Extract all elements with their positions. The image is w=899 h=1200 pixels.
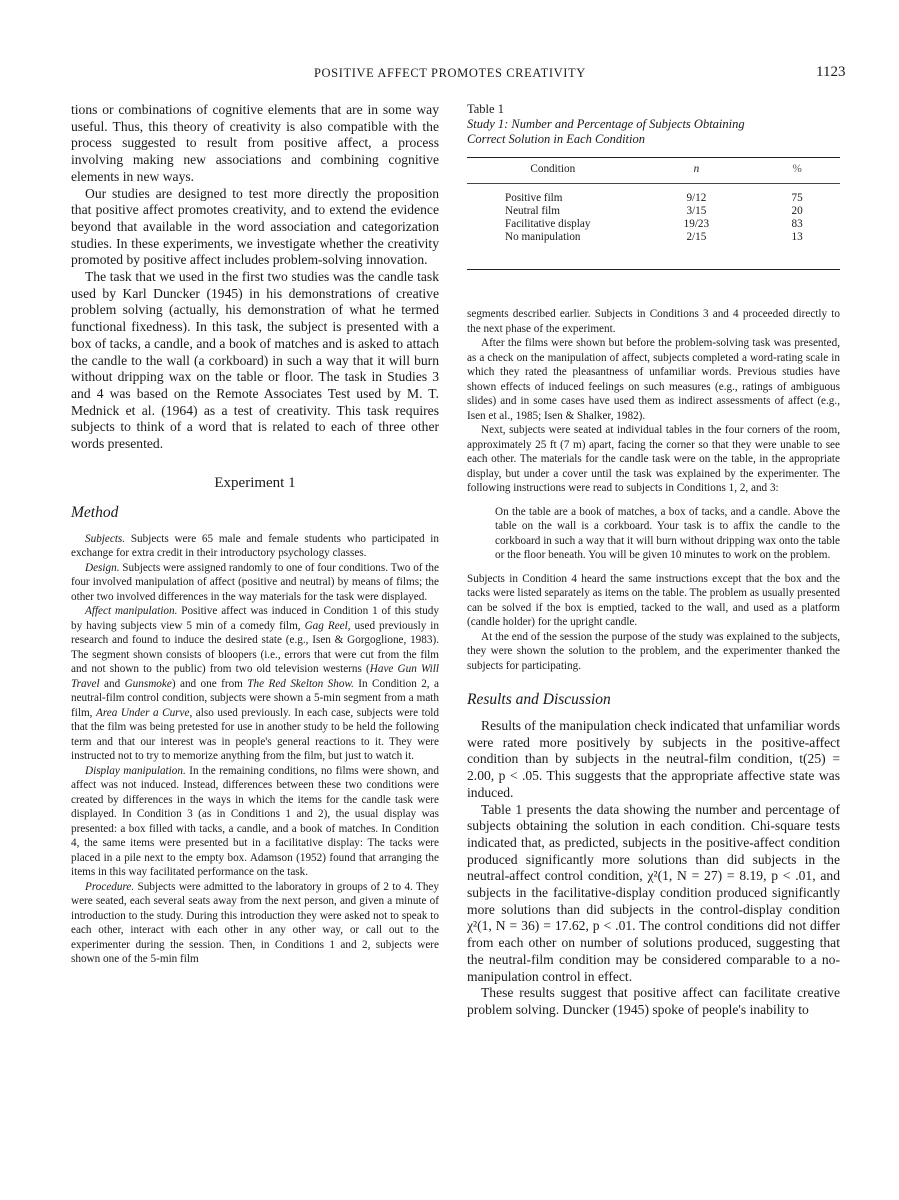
- paragraph: These results suggest that positive affect can facilitate creative problem solving. Duncker (1945) spoke of people's inability to: [467, 985, 840, 1017]
- header-condition: Condition: [530, 163, 576, 175]
- paragraph: segments described earlier. Subjects in Conditions 3 and 4 proceeded directly to the next phase of the experiment.: [467, 308, 840, 335]
- row-condition: Facilitative display: [505, 218, 591, 230]
- left-column: [71, 102, 439, 967]
- paragraph: Our studies are designed to test more directly the proposition that positive affect promotes creativity, and to extend the evidence beyond that available in the word association and categorization studies. In these experiments, we investigate whether the creativity promoted by positive affect includes problem-solving innovation.: [71, 185, 439, 268]
- paragraph: Table 1 presents the data showing the number and percentage of subjects obtaining the solution in each condition. Chi-square tests indicated that, as predicted, subjects in the positive-affect condition produced significantly more solutions than did subjects in the neutral-affect control condition, χ²(1, N = 27) = 8.19, p < .01, and subjects in the facilitative-display condition produced significantly more solutions than did subjects in the control-display condition χ²(1, N = 36) = 17.62, p < .01. The control conditions did not differ from each other on number of solutions produced, suggesting that the neutral-film condition may be considered comparable to a no-manipulation control in effect.: [467, 801, 840, 984]
- method-heading: Method: [71, 503, 119, 521]
- paragraph: After the films were shown but before the problem-solving task was presented, as a check on the manipulation of affect, subjects completed a word-rating scale in which they rated the pleasantness of unfamiliar words. Previous studies have shown effects of induced feelings on such measures (e.g., ratings of ambiguous slides) and in some cases have used them as indirect assessments of affect (e.g., Isen et al., 1985; Isen & Shalker, 1982).: [467, 337, 840, 422]
- row-n: 9/12: [686, 192, 707, 204]
- table-rows: [467, 192, 840, 244]
- subjects-label: Subjects.: [85, 532, 126, 545]
- row-n: 3/15: [686, 205, 707, 217]
- table-header-rule: [467, 183, 840, 184]
- design-paragraph: Design. Subjects were assigned randomly to one of four conditions. Two of the four involved manipulation of affect (positive and neutral) by means of films; the other two involved differences in the way materials for the task were displayed.: [71, 561, 439, 603]
- design-label: Design.: [85, 561, 120, 574]
- table-row: [467, 192, 840, 205]
- affect-paragraph: Affect manipulation. Positive affect was induced in Condition 1 of this study by having subjects view 5 min of a comedy film, Gag Reel, used previously in research and found to induce the desired state (e.g., Isen & Gorgoglione, 1983). The segment shown consists of bloopers (i.e., errors that were cut from the film and not shown to the public) from two old television westerns (Have Gun Will Travel and Gunsmoke) and one from The Red Skelton Show. In Condition 2, a neutral-film control condition, subjects were shown a 5-min segment from a math film, Area Under a Curve, also used previously. In each case, subjects were told that the film was being pretested for use in another study to be held the following term and that our interest was in people's general reactions to it. They were instructed not to try to memorize anything from the film, but just to watch it.: [71, 605, 439, 763]
- results-heading: Results and Discussion: [467, 691, 611, 708]
- running-title: POSITIVE AFFECT PROMOTES CREATIVITY: [314, 66, 586, 80]
- procedure-paragraph: Procedure. Subjects were admitted to the laboratory in groups of 2 to 4. They were seated, each several seats away from the next person, and given a minute of introduction to the study. During this introduction they were asked not to speak to each other, interact with each other in any other way, or call out to the experimenter during the session. Then, in Conditions 1 and 2, subjects were shown one of the 5-min film: [71, 880, 439, 966]
- table-body: [467, 157, 840, 271]
- row-condition: Neutral film: [505, 205, 560, 217]
- table-label: Table 1: [467, 102, 504, 116]
- paragraph: Results of the manipulation check indicated that unfamiliar words were rated more positively by subjects in the positive-affect condition than by subjects in the neutral-film condition, t(25) = 2.00, p < .05. This suggests that the appropriate affective state was induced.: [467, 718, 840, 800]
- subjects-paragraph: Subjects. Subjects were 65 male and female students who participated in exchange for extra credit in their introductory psychology classes.: [71, 532, 439, 560]
- experiment-heading: Experiment 1: [214, 474, 296, 491]
- table-row: [467, 205, 840, 218]
- table-header: [467, 163, 840, 176]
- display-paragraph: Display manipulation. In the remaining conditions, no films were shown, and affect was not induced. Instead, differences between these two conditions were created by differences in the ways in which the items for the candle task were displayed. In Condition 3 (as in Conditions 1 and 2), the usual display was presented: a box filled with tacks, a candle, and a book of matches. In Condition 4, the same items were presented but in a facilitative display: The tacks were placed in a pile next to the empty box. Adamson (1952) found that arranging the items in this way facilitated performance on the task.: [71, 764, 439, 879]
- row-n: 19/23: [683, 218, 710, 230]
- page-number: 1123: [816, 64, 846, 80]
- table-top-rule: [467, 157, 840, 158]
- procedure-label: Procedure.: [85, 880, 135, 893]
- table-caption: Study 1: Number and Percentage of Subjects Obtaining Correct Solution in Each Condition: [467, 117, 745, 146]
- paragraph: At the end of the session the purpose of the study was explained to the subjects, they were shown the solution to the problem, and the experimenter thanked the subjects for participating.: [467, 630, 840, 672]
- affect-label: Affect manipulation.: [85, 605, 178, 618]
- row-n: 2/15: [686, 231, 707, 243]
- row-condition: No manipulation: [505, 231, 581, 243]
- table-bottom-rule: [467, 269, 840, 270]
- paragraph: Next, subjects were seated at individual tables in the four corners of the room, approximately 25 ft (7 m) apart, facing the corner so that they were unable to see each other. The materials for the candle task were on the table, in the appropriate display, but under a cover until the task was explained by the experimenter. The following instructions were read to subjects in Conditions 1, 2, and 3:: [467, 424, 840, 494]
- header-percent: %: [792, 163, 802, 175]
- paragraph: tions or combinations of cognitive elements that are in some way useful. Thus, this theory of creativity is also compatible with the process suggested to result from positive affect, a process involving making new associations and combining cognitive elements in new ways.: [71, 102, 439, 184]
- row-percent: 13: [791, 231, 803, 243]
- row-percent: 83: [791, 218, 803, 230]
- instructions-quote: On the table are a book of matches, a box of tacks, and a candle. Above the table on the wall is a corkboard. Your task is to affix the candle to the corkboard in such a way that it will burn without dripping wax onto the table or the floor beneath. You will be given 10 minutes to work on the problem.: [495, 505, 840, 561]
- row-condition: Positive film: [505, 192, 563, 204]
- paragraph: The task that we used in the first two studies was the candle task used by Karl Duncker (1945) in his demonstrations of creative problem solving (actually, his demonstration of what he termed functional fixedness). In this task, the subject is presented with a box of tacks, a candle, and a book of matches and is asked to attach the candle to the wall (a corkboard) in such a way that it will burn without dripping wax on the table or floor. The task in Studies 3 and 4 was based on the Remote Associates Test used by M. T. Mednick et al. (1964) as a test of creativity. This task requires subjects to think of a word that is related to each of three other words presented.: [71, 269, 439, 452]
- table-row: [467, 231, 840, 244]
- row-percent: 20: [791, 205, 803, 217]
- table-row: [467, 218, 840, 231]
- right-column: [467, 307, 840, 1019]
- display-label: Display manipulation.: [85, 764, 186, 777]
- paragraph: Subjects in Condition 4 heard the same instructions except that the box and the tacks were listed separately as items on the table. The problem as usually presented can be solved if the box is emptied, tacked to the wall, and used as a platform (candle holder) for the upright candle.: [467, 572, 840, 628]
- header-n: n: [693, 163, 700, 175]
- row-percent: 75: [791, 192, 803, 204]
- table-1: [467, 102, 840, 271]
